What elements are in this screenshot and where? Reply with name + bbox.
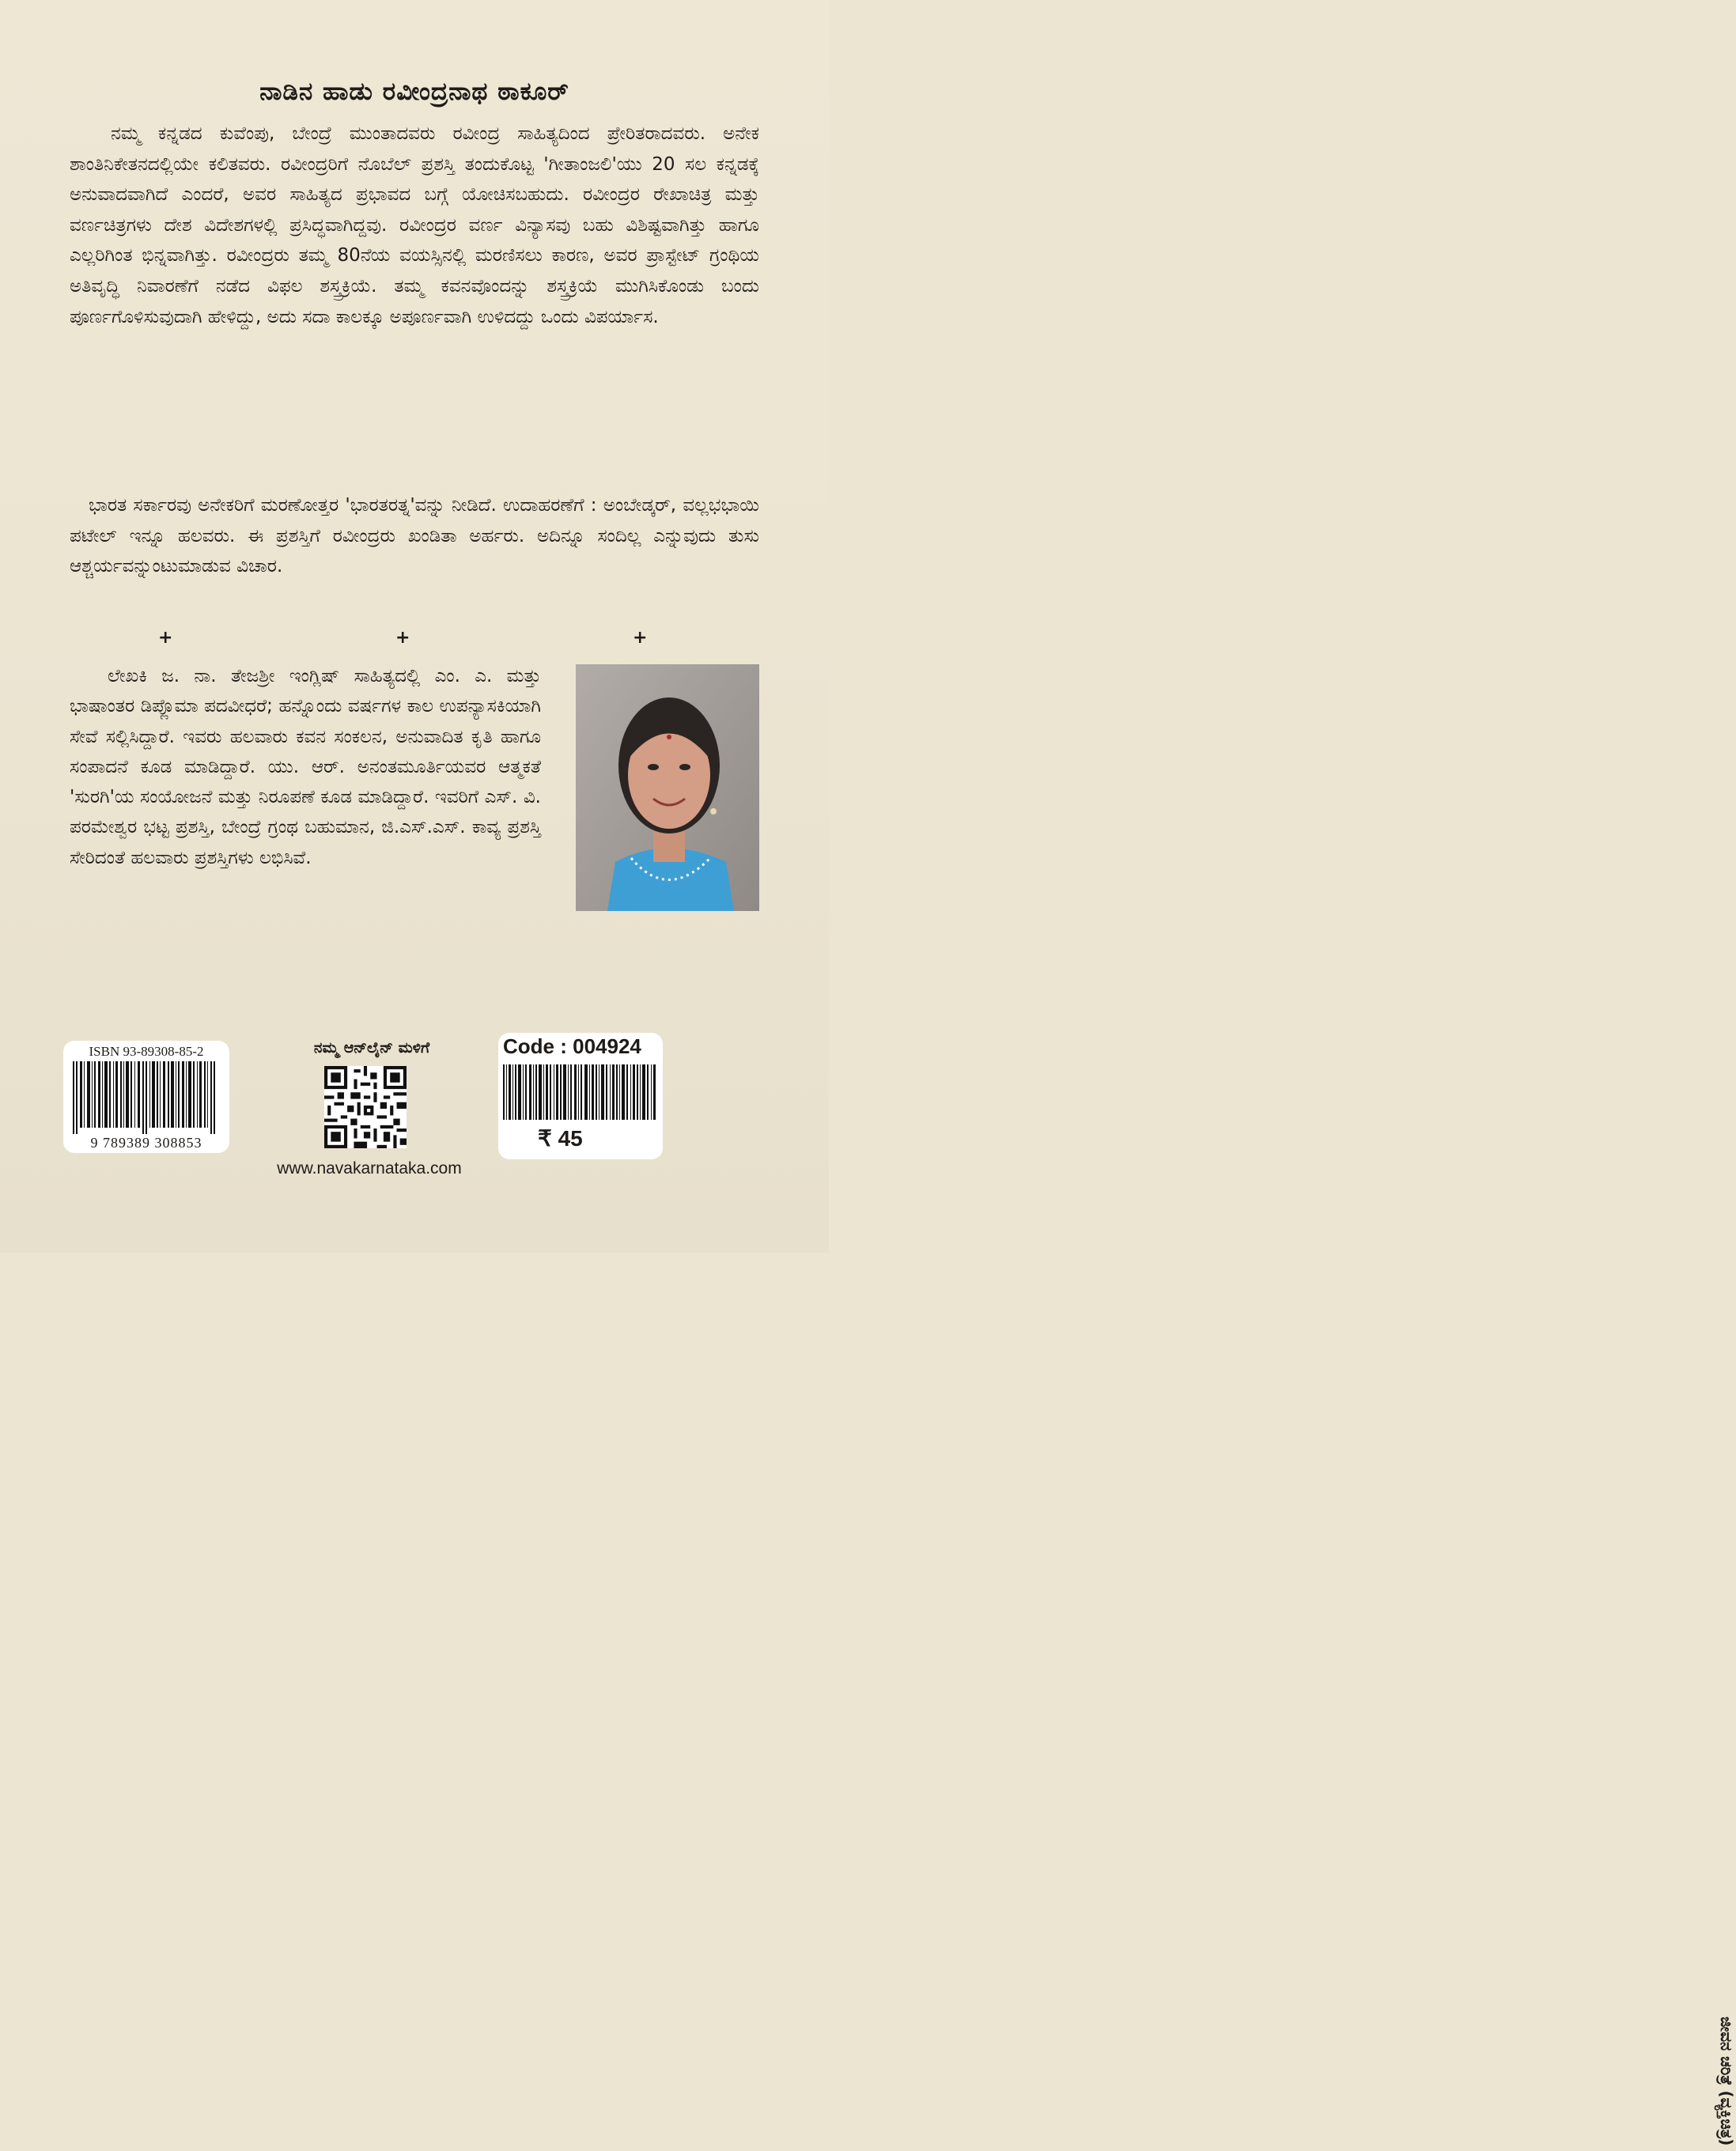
isbn-barcode-sticker xyxy=(63,1041,229,1153)
author-photo xyxy=(576,664,759,911)
separator-mark: + xyxy=(158,628,173,648)
code-barcode xyxy=(503,1064,658,1120)
price-code-sticker xyxy=(498,1033,663,1159)
spine-category-label: ಜೀವನ ಚರಿತ್ರೆ (ವ್ಯಕ್ತಿಚಿತ್ರ) xyxy=(1717,2017,1736,2146)
paragraph-bharat-ratna: ಭಾರತ ಸರ್ಕಾರವು ಅನೇಕರಿಗೆ ಮರಣೋತ್ತರ 'ಭಾರತರತ್ನ'ವನ್ನು ನೀಡಿದೆ. ಉದಾಹರಣೆಗೆ : ಅಂಬೇಡ್ಕರ್, ವಲ್ಲಭಭಾಯಿ ಪಟೇಲ್ ಇನ್ನೂ ಹಲವರು. ಈ ಪ್ರಶಸ್ತಿಗೆ ರವೀಂದ್ರರು ಖಂಡಿತಾ ಅರ್ಹರು. ಅದಿನ್ನೂ ಸಂದಿಲ್ಲ ಎನ್ನುವುದು ತುಸು ಆಶ್ಚರ್ಯವನ್ನುಂಟುಮಾಡುವ ವಿಚಾರ. xyxy=(70,495,759,577)
website-url[interactable]: www.navakarnataka.com xyxy=(277,1159,462,1178)
separator-mark: + xyxy=(395,628,410,648)
isbn-number: 9 789389 308853 xyxy=(90,1135,202,1151)
online-store-caption: ನಮ್ಮ ಆನ್‌ಲೈನ್ ಮಳಿಗೆ xyxy=(313,1039,430,1057)
price: ₹ 45 xyxy=(538,1126,583,1151)
paragraph-tagore-influence: ನಮ್ಮ ಕನ್ನಡದ ಕುವೆಂಪು, ಬೇಂದ್ರೆ ಮುಂತಾದವರು ರವೀಂದ್ರ ಸಾಹಿತ್ಯದಿಂದ ಪ್ರೇರಿತರಾದವರು. ಅನೇಕ ಶಾಂತಿನಿಕೇತನದಲ್ಲಿಯೇ ಕಲಿತವರು. ರವೀಂದ್ರರಿಗೆ ನೊಬೆಲ್ ಪ್ರಶಸ್ತಿ ತಂದುಕೊಟ್ಟ 'ಗೀತಾಂಜಲಿ'ಯು 20 ಸಲ ಕನ್ನಡಕ್ಕೆ ಅನುವಾದವಾಗಿದೆ ಎಂದರೆ, ಅವರ ಸಾಹಿತ್ಯದ ಪ್ರಭಾವದ ಬಗ್ಗೆ ಯೋಚಿಸಬಹುದು. ರವೀಂದ್ರರ ರೇಖಾಚಿತ್ರ ಮತ್ತು ವರ್ಣಚಿತ್ರಗಳು ದೇಶ ವಿದೇಶಗಳಲ್ಲಿ ಪ್ರಸಿದ್ಧವಾಗಿದ್ದವು. ರವೀಂದ್ರರ ವರ್ಣ ವಿನ್ಯಾಸವು ಬಹು ವಿಶಿಷ್ಟವಾಗಿತ್ತು ಹಾಗೂ ಎಲ್ಲರಿಗಿಂತ ಭಿನ್ನವಾಗಿತ್ತು. ರವೀಂದ್ರರು ತಮ್ಮ 80ನೆಯ ವಯಸ್ಸಿನಲ್ಲಿ ಮರಣಿಸಲು ಕಾರಣ, ಅವರ ಪ್ರಾಸ್ಟೇಟ್ ಗ್ರಂಥಿಯ ಅತಿವೃದ್ಧಿ ನಿವಾರಣೆಗೆ ನಡೆದ ವಿಫಲ ಶಸ್ತ್ರಕ್ರಿಯೆ. ತಮ್ಮ ಕವನವೊಂದನ್ನು ಶಸ್ತ್ರಕ್ರಿಯೆ ಮುಗಿಸಿಕೊಂಡು ಬಂದು ಪೂರ್ಣಗೊಳಿಸುವುದಾಗಿ ಹೇಳಿದ್ದು, ಅದು ಸದಾ ಕಾಲಕ್ಕೂ ಅಪೂರ್ಣವಾಗಿ ಉಳಿದದ್ದು ಒಂದು ವಿಪರ್ಯಾಸ. xyxy=(70,123,759,327)
product-code: Code : 004924 xyxy=(503,1034,641,1058)
qr-code-icon[interactable] xyxy=(324,1066,407,1148)
isbn-label: ISBN 93-89308-85-2 xyxy=(89,1044,204,1059)
isbn-barcode xyxy=(73,1061,220,1134)
separator-mark: + xyxy=(633,628,648,648)
page-title: ನಾಡಿನ ಹಾಡು ರವೀಂದ್ರನಾಥ ಠಾಕೂರ್ xyxy=(259,77,569,106)
author-bio: ಲೇಖಕಿ ಜ. ನಾ. ತೇಜಶ್ರೀ ಇಂಗ್ಲಿಷ್ ಸಾಹಿತ್ಯದಲ್ಲಿ ಎಂ. ಎ. ಮತ್ತು ಭಾಷಾಂತರ ಡಿಪ್ಲೊಮಾ ಪದವೀಧರೆ; ಹನ್ನೊಂದು ವರ್ಷಗಳ ಕಾಲ ಉಪನ್ಯಾಸಕಿಯಾಗಿ ಸೇವೆ ಸಲ್ಲಿಸಿದ್ದಾರೆ. ಇವರು ಹಲವಾರು ಕವನ ಸಂಕಲನ, ಅನುವಾದಿತ ಕೃತಿ ಹಾಗೂ ಸಂಪಾದನೆ ಕೂಡ ಮಾಡಿದ್ದಾರೆ. ಯು. ಆರ್. ಅನಂತಮೂರ್ತಿಯವರ ಆತ್ಮಕತೆ 'ಸುರಗಿ'ಯ ಸಂಯೋಜನೆ ಮತ್ತು ನಿರೂಪಣೆ ಕೂಡ ಮಾಡಿದ್ದಾರೆ. ಇವರಿಗೆ ಎಸ್. ವಿ. ಪರಮೇಶ್ವರ ಭಟ್ಟ ಪ್ರಶಸ್ತಿ, ಬೇಂದ್ರೆ ಗ್ರಂಥ ಬಹುಮಾನ, ಜಿ.ಎಸ್.ಎಸ್. ಕಾವ್ಯ ಪ್ರಶಸ್ತಿ ಸೇರಿದಂತೆ ಹಲವಾರು ಪ್ರಶಸ್ತಿಗಳು ಲಭಿಸಿವೆ. xyxy=(70,666,541,868)
